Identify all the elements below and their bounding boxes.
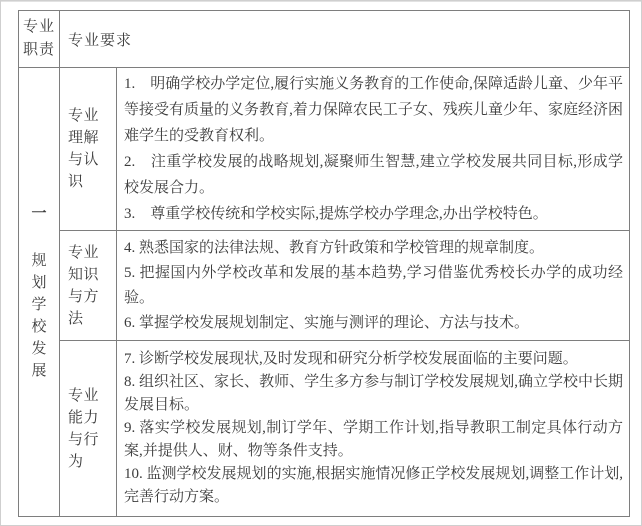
- requirement-item: 7. 诊断学校发展现状,及时发现和研究分析学校发展面临的主要问题。: [124, 351, 578, 367]
- content-cell: [117, 231, 630, 341]
- requirement-item: 1. 明确学校办学定位,履行实施义务教育的工作使命,保障适龄儿童、少年平等接受有质量的义务教育,着力保障农民工子女、残疾儿童少年、家庭经济困难学生的受教育权利。: [124, 76, 624, 144]
- group-name-char: 规: [31, 252, 47, 269]
- table-row: [19, 231, 630, 341]
- group-vertical-text: [19, 68, 59, 516]
- content-cell: [117, 68, 630, 231]
- header-row: [19, 11, 630, 68]
- group-name-char: 展: [31, 362, 47, 379]
- table-row: [19, 68, 630, 231]
- group-index: 一: [31, 205, 47, 222]
- table-row: [19, 341, 630, 517]
- requirement-item: 5. 把握国内外学校改革和发展的基本趋势,学习借鉴优秀校长办学的成功经验。: [124, 264, 624, 306]
- requirement-item: 2. 注重学校发展的战略规划,凝聚师生智慧,建立学校发展共同目标,形成学校发展合力。: [124, 154, 624, 196]
- professional-standards-table: [18, 10, 630, 517]
- header-cell-duty: 专业职责: [19, 11, 60, 68]
- row-label-cell: 专业能力与行为: [60, 341, 117, 517]
- requirement-item: 8. 组织社区、家长、教师、学生多方参与制订学校发展规划,确立学校中长期发展目标。: [124, 374, 624, 413]
- requirement-item: 10. 监测学校发展规划的实施,根据实施情况修正学校发展规划,调整工作计划,完善行动方案。: [124, 466, 624, 505]
- group-cell: [19, 68, 60, 517]
- requirement-item: 6. 掌握学校发展规划制定、实施与测评的理论、方法与技术。: [124, 314, 530, 331]
- requirement-item: 3. 尊重学校传统和学校实际,提炼学校办学理念,办出学校特色。: [124, 206, 548, 222]
- group-name-char: 发: [31, 340, 47, 357]
- group-name-char: 划: [31, 274, 47, 291]
- row-label-cell: 专业理解与认识: [60, 68, 117, 231]
- requirement-item: 4. 熟悉国家的法律法规、教育方针政策和学校管理的规章制度。: [124, 239, 545, 256]
- requirement-item: 9. 落实学校发展规划,制订学年、学期工作计划,指导教职工制定具体行动方案,并提供人、财、物等条件支持。: [124, 420, 624, 459]
- group-name-char: 校: [31, 318, 47, 335]
- header-cell-requirement: 专业要求: [60, 11, 630, 68]
- content-cell: [117, 341, 630, 517]
- row-label-cell: 专业知识与方法: [60, 231, 117, 341]
- group-name-char: 学: [31, 296, 47, 313]
